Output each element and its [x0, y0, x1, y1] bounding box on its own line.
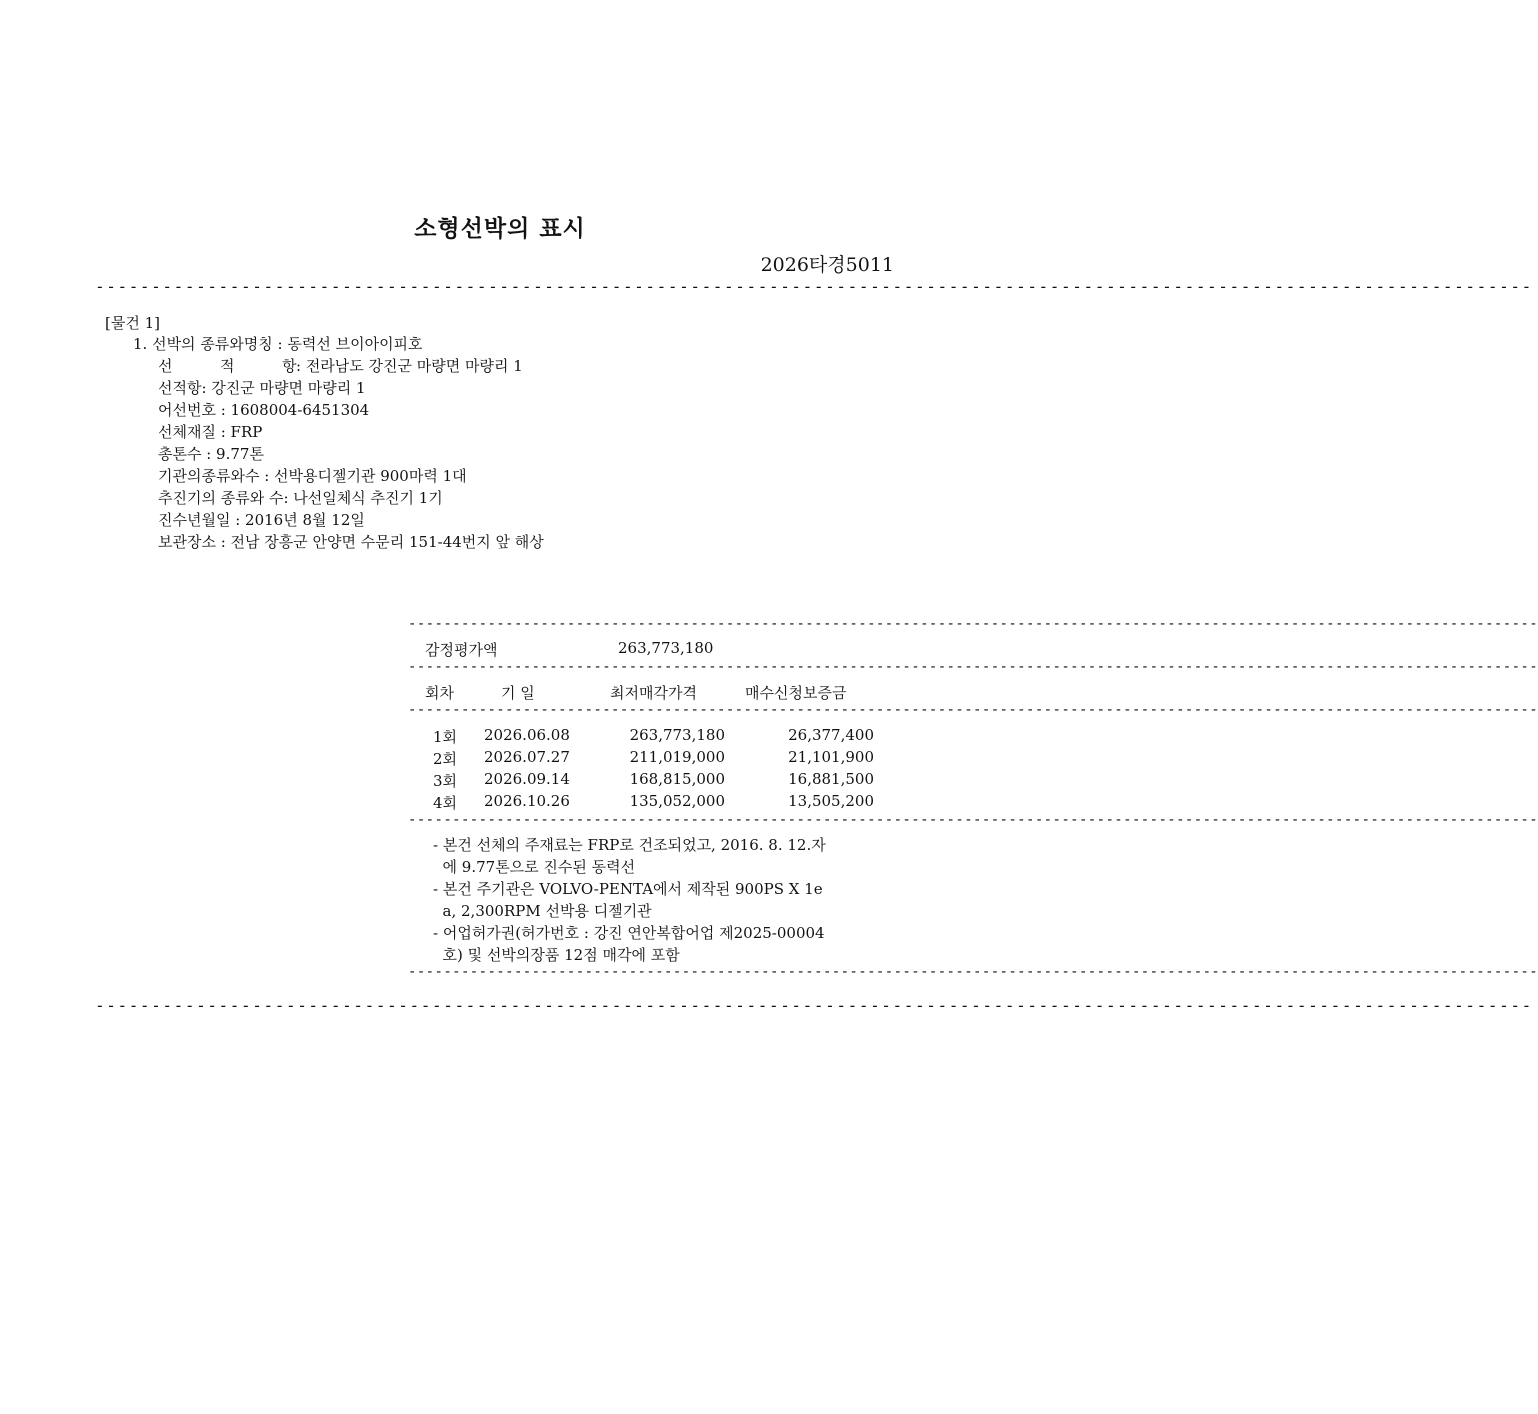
property-line: 기관의종류와수 : 선박용디젤기관 900마력 1대 [158, 467, 467, 485]
row-round: 4회 [433, 794, 458, 812]
property-label: [물건 1] [105, 314, 160, 332]
top-divider: -------------------------------------------------------------------------------------------------------------------------------- [95, 277, 1533, 296]
table-divider: -------------------------------------------------------------------------------------------------------------------------------- [408, 812, 1538, 828]
row-round: 1회 [433, 728, 458, 746]
row-min-price: 168,815,000 [629, 770, 725, 788]
row-deposit: 13,505,200 [788, 792, 874, 810]
case-number: 2026타경5011 [760, 254, 894, 276]
bottom-divider: -------------------------------------------------------------------------------------------------------------------------------- [95, 996, 1533, 1015]
row-date: 2026.06.08 [484, 726, 570, 744]
appraisal-label: 감정평가액 [425, 641, 498, 659]
table-divider: -------------------------------------------------------------------------------------------------------------------------------- [408, 964, 1538, 980]
row-round: 3회 [433, 772, 458, 790]
note-line: - 본건 주기관은 VOLVO-PENTA에서 제작된 900PS X 1e [433, 880, 823, 898]
row-date: 2026.09.14 [484, 770, 570, 788]
row-min-price: 211,019,000 [629, 748, 725, 766]
note-line: a, 2,300RPM 선박용 디젤기관 [433, 902, 652, 920]
row-deposit: 16,881,500 [788, 770, 874, 788]
row-round: 2회 [433, 750, 458, 768]
property-line: 보관장소 : 전남 장흥군 안양면 수문리 151-44번지 앞 해상 [158, 533, 544, 551]
appraisal-value: 263,773,180 [618, 639, 714, 657]
note-line: 호) 및 선박의장품 12점 매각에 포함 [433, 946, 680, 964]
row-deposit: 26,377,400 [788, 726, 874, 744]
header-date: 기 일 [501, 684, 535, 702]
document-title: 소형선박의 표시 [414, 216, 586, 242]
table-divider: -------------------------------------------------------------------------------------------------------------------------------- [408, 702, 1538, 718]
table-divider: -------------------------------------------------------------------------------------------------------------------------------- [408, 659, 1538, 675]
row-date: 2026.10.26 [484, 792, 570, 810]
row-min-price: 135,052,000 [629, 792, 725, 810]
row-min-price: 263,773,180 [629, 726, 725, 744]
port-label-2: 적 [220, 357, 235, 375]
table-divider: -------------------------------------------------------------------------------------------------------------------------------- [408, 616, 1538, 632]
note-line: - 어업허가권(허가번호 : 강진 연안복합어업 제2025-00004 [433, 924, 825, 942]
note-line: - 본건 선체의 주재료는 FRP로 건조되었고, 2016. 8. 12.자 [433, 836, 826, 854]
header-deposit: 매수신청보증금 [745, 684, 847, 702]
header-min-price: 최저매각가격 [610, 684, 697, 702]
property-line: 선적항: 강진군 마량면 마량리 1 [158, 379, 366, 397]
row-deposit: 21,101,900 [788, 748, 874, 766]
property-line: 추진기의 종류와 수: 나선일체식 추진기 1기 [158, 489, 443, 507]
header-round: 회차 [425, 684, 454, 702]
port-label-3: 항 [282, 357, 297, 375]
note-line: 에 9.77톤으로 진수된 동력선 [433, 858, 636, 876]
vessel-type-name: 1. 선박의 종류와명칭 : 동력선 브이아이피호 [133, 335, 423, 353]
property-line: 어선번호 : 1608004-6451304 [158, 401, 370, 419]
port-label-1: 선 [158, 357, 173, 375]
port-of-registry-row [158, 355, 523, 376]
property-line: 총톤수 : 9.77톤 [158, 445, 264, 463]
property-line: 선체재질 : FRP [158, 423, 263, 441]
row-date: 2026.07.27 [484, 748, 570, 766]
port-value: : 전라남도 강진군 마량면 마량리 1 [296, 357, 523, 375]
property-line: 진수년월일 : 2016년 8월 12일 [158, 511, 365, 529]
